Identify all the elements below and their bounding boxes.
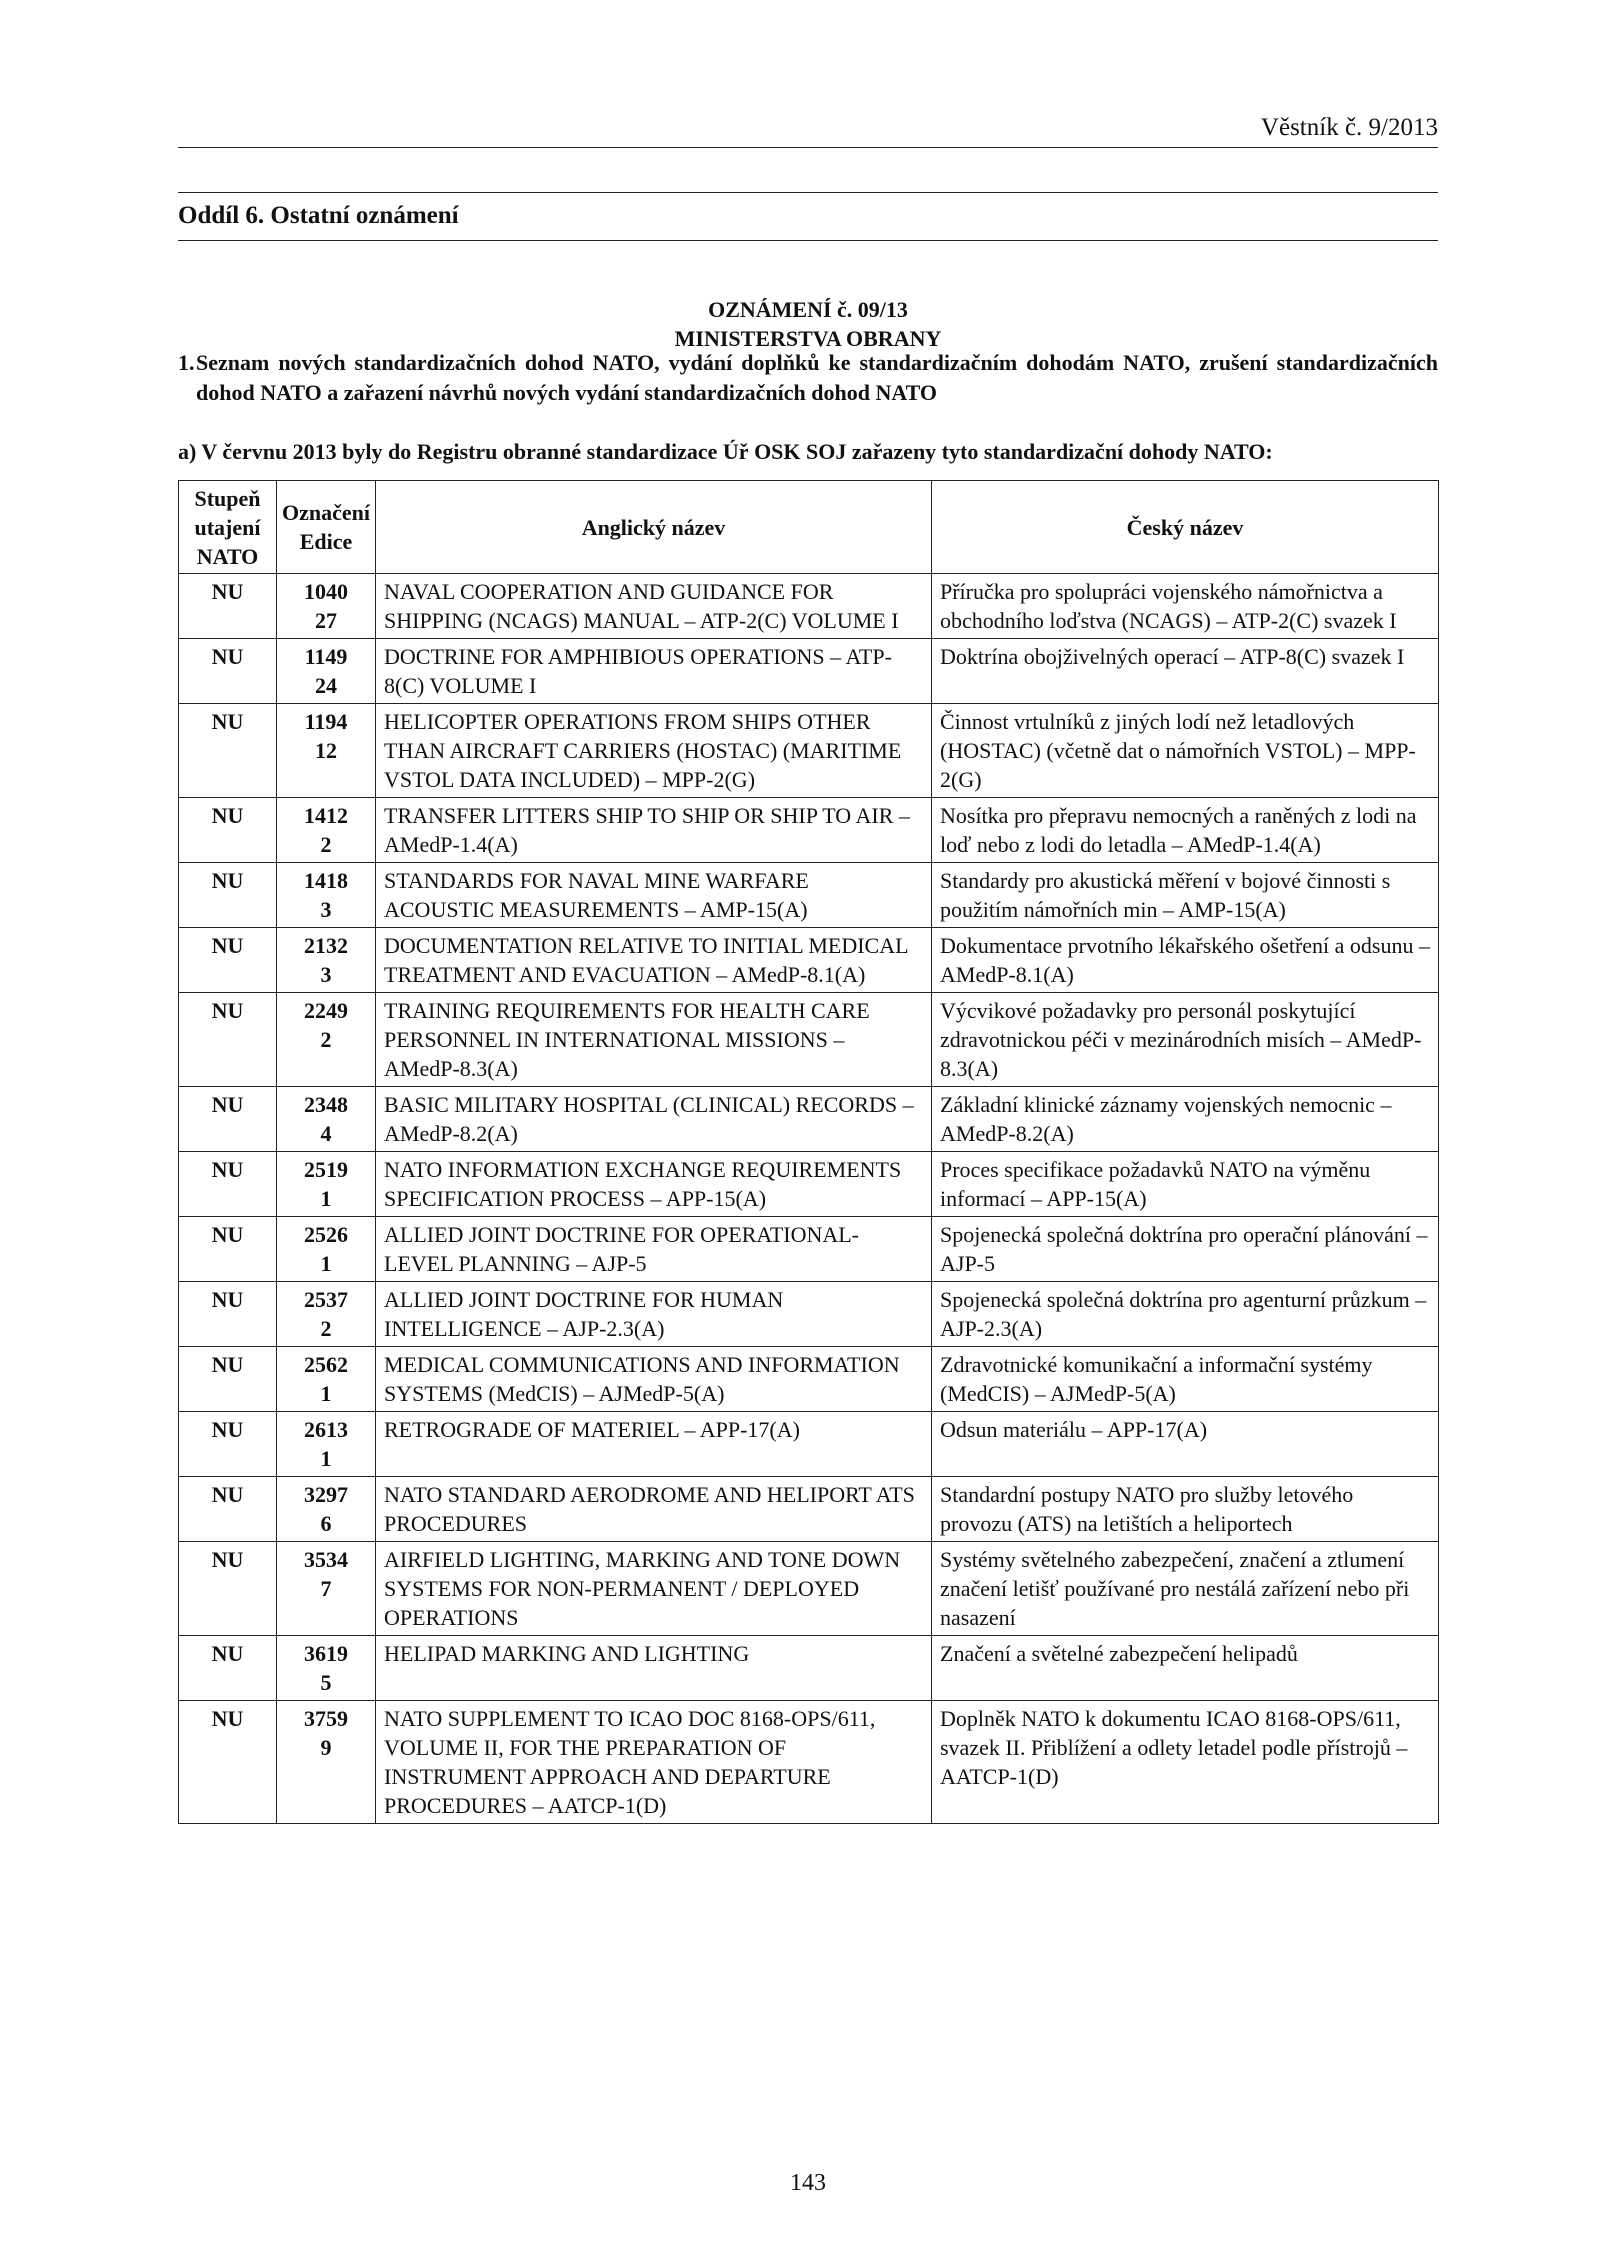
header-rule xyxy=(178,147,1438,148)
edition-number: 1 xyxy=(320,1186,332,1211)
item-1-number: 1. xyxy=(178,350,195,375)
english-name-cell: AIRFIELD LIGHTING, MARKING AND TONE DOWN SYSTEMS FOR NON-PERMANENT / DEPLOYED OPERATIONS xyxy=(376,1542,932,1636)
english-name-cell: TRAINING REQUIREMENTS FOR HEALTH CARE PERSONNEL IN INTERNATIONAL MISSIONS – AMedP-8.3(A) xyxy=(376,993,932,1087)
code-cell xyxy=(277,1217,376,1282)
czech-name-cell: Základní klinické záznamy vojenských nemocnic – AMedP-8.2(A) xyxy=(932,1087,1439,1152)
edition-number: 4 xyxy=(320,1121,332,1146)
code-cell xyxy=(277,574,376,639)
stanag-number: 2613 xyxy=(304,1417,348,1442)
czech-name-cell: Příručka pro spolupráci vojenského námořnictva a obchodního loďstva (NCAGS) – ATP-2(C) svazek I xyxy=(932,574,1439,639)
table-row xyxy=(179,1542,1439,1636)
page-number: 143 xyxy=(790,2170,826,2196)
classification-cell: NU xyxy=(179,1701,277,1824)
section-rule-bottom xyxy=(178,240,1438,241)
czech-name-cell: Doplněk NATO k dokumentu ICAO 8168-OPS/611, svazek II. Přiblížení a odlety letadel podle přístrojů – AATCP-1(D) xyxy=(932,1701,1439,1824)
edition-number: 2 xyxy=(320,832,332,857)
edition-number: 1 xyxy=(320,1251,332,1276)
classification-cell: NU xyxy=(179,1477,277,1542)
classification-cell: NU xyxy=(179,928,277,993)
table-row xyxy=(179,1636,1439,1701)
english-name-cell: NAVAL COOPERATION AND GUIDANCE FOR SHIPPING (NCAGS) MANUAL – ATP-2(C) VOLUME I xyxy=(376,574,932,639)
code-cell xyxy=(277,1542,376,1636)
english-name-cell: TRANSFER LITTERS SHIP TO SHIP OR SHIP TO AIR – AMedP-1.4(A) xyxy=(376,798,932,863)
stanag-number: 2526 xyxy=(304,1222,348,1247)
table-row xyxy=(179,1701,1439,1824)
classification-cell: NU xyxy=(179,574,277,639)
code-cell xyxy=(277,1636,376,1701)
czech-name-cell: Zdravotnické komunikační a informační systémy (MedCIS) – AJMedP-5(A) xyxy=(932,1347,1439,1412)
czech-name-cell: Systémy světelného zabezpečení, značení a ztlumení značení letišť používané pro nestálá zařízení nebo při nasazení xyxy=(932,1542,1439,1636)
header-czech-name: Český název xyxy=(932,481,1439,574)
section-title: Oddíl 6. Ostatní oznámení xyxy=(178,202,459,229)
english-name-cell: DOCUMENTATION RELATIVE TO INITIAL MEDICAL TREATMENT AND EVACUATION – AMedP-8.1(A) xyxy=(376,928,932,993)
czech-name-cell: Dokumentace prvotního lékařského ošetření a odsunu – AMedP-8.1(A) xyxy=(932,928,1439,993)
czech-name-cell: Standardní postupy NATO pro služby letového provozu (ATS) na letištích a heliportech xyxy=(932,1477,1439,1542)
stanag-number: 1418 xyxy=(304,868,348,893)
code-cell xyxy=(277,1152,376,1217)
classification-cell: NU xyxy=(179,1636,277,1701)
code-cell xyxy=(277,1477,376,1542)
english-name-cell: RETROGRADE OF MATERIEL – APP-17(A) xyxy=(376,1412,932,1477)
edition-number: 6 xyxy=(320,1511,332,1536)
edition-number: 2 xyxy=(320,1316,332,1341)
classification-cell: NU xyxy=(179,1347,277,1412)
stanag-number: 1040 xyxy=(304,579,348,604)
edition-number: 12 xyxy=(315,738,337,763)
stanag-number: 2537 xyxy=(304,1287,348,1312)
table-row xyxy=(179,1282,1439,1347)
edition-number: 7 xyxy=(320,1576,332,1601)
table-row xyxy=(179,1477,1439,1542)
czech-name-cell: Standardy pro akustická měření v bojové činnosti s použitím námořních min – AMP-15(A) xyxy=(932,863,1439,928)
stanag-number: 1412 xyxy=(304,803,348,828)
code-cell xyxy=(277,1701,376,1824)
code-cell xyxy=(277,863,376,928)
item-a-text: a) V červnu 2013 byly do Registru obranné standardizace Úř OSK SOJ zařazeny tyto standardizační dohody NATO: xyxy=(178,439,1273,464)
czech-name-cell: Proces specifikace požadavků NATO na výměnu informací – APP-15(A) xyxy=(932,1152,1439,1217)
code-cell xyxy=(277,993,376,1087)
stanag-number: 2519 xyxy=(304,1157,348,1182)
code-cell xyxy=(277,928,376,993)
czech-name-cell: Činnost vrtulníků z jiných lodí než letadlových (HOSTAC) (včetně dat o námořních VSTOL) – MPP-2(G) xyxy=(932,704,1439,798)
table-row xyxy=(179,863,1439,928)
edition-number: 2 xyxy=(320,1027,332,1052)
stanag-number: 3619 xyxy=(304,1641,348,1666)
czech-name-cell: Doktrína obojživelných operací – ATP-8(C) svazek I xyxy=(932,639,1439,704)
code-cell xyxy=(277,639,376,704)
header-classification: Stupeň utajení NATO xyxy=(179,481,277,574)
item-1 xyxy=(178,348,1438,408)
classification-cell: NU xyxy=(179,704,277,798)
table-row xyxy=(179,928,1439,993)
code-cell xyxy=(277,1282,376,1347)
czech-name-cell: Odsun materiálu – APP-17(A) xyxy=(932,1412,1439,1477)
section-rule-top xyxy=(178,192,1438,193)
table-row xyxy=(179,574,1439,639)
notice-title xyxy=(178,295,1438,353)
table-row xyxy=(179,1152,1439,1217)
edition-number: 3 xyxy=(320,962,332,987)
code-cell xyxy=(277,798,376,863)
stanag-number: 2562 xyxy=(304,1352,348,1377)
stanag-number: 2132 xyxy=(304,933,348,958)
table-row xyxy=(179,798,1439,863)
english-name-cell: NATO INFORMATION EXCHANGE REQUIREMENTS SPECIFICATION PROCESS – APP-15(A) xyxy=(376,1152,932,1217)
english-name-cell: MEDICAL COMMUNICATIONS AND INFORMATION SYSTEMS (MedCIS) – AJMedP-5(A) xyxy=(376,1347,932,1412)
english-name-cell: HELICOPTER OPERATIONS FROM SHIPS OTHER THAN AIRCRAFT CARRIERS (HOSTAC) (MARITIME VSTOL DATA INCLUDED) – MPP-2(G) xyxy=(376,704,932,798)
stanag-number: 1149 xyxy=(304,644,348,669)
item-1-text: Seznam nových standardizačních dohod NATO, vydání doplňků ke standardizačním dohodám NATO, zrušení standardizačních dohod NATO a zařazení návrhů nových vydání standardizačních dohod NATO xyxy=(196,350,1438,405)
czech-name-cell: Značení a světelné zabezpečení helipadů xyxy=(932,1636,1439,1701)
english-name-cell: NATO SUPPLEMENT TO ICAO DOC 8168-OPS/611, VOLUME II, FOR THE PREPARATION OF INSTRUMENT APPROACH AND DEPARTURE PROCEDURES – AATCP-1(D) xyxy=(376,1701,932,1824)
table-body xyxy=(179,574,1439,1824)
code-cell xyxy=(277,704,376,798)
header-code: Označení Edice xyxy=(277,481,376,574)
english-name-cell: ALLIED JOINT DOCTRINE FOR HUMAN INTELLIGENCE – AJP-2.3(A) xyxy=(376,1282,932,1347)
edition-number: 3 xyxy=(320,897,332,922)
classification-cell: NU xyxy=(179,1282,277,1347)
classification-cell: NU xyxy=(179,993,277,1087)
czech-name-cell: Spojenecká společná doktrína pro agenturní průzkum – AJP-2.3(A) xyxy=(932,1282,1439,1347)
czech-name-cell: Spojenecká společná doktrína pro operační plánování – AJP-5 xyxy=(932,1217,1439,1282)
czech-name-cell: Nosítka pro přepravu nemocných a raněných z lodi na loď nebo z lodi do letadla – AMedP-1.4(A) xyxy=(932,798,1439,863)
english-name-cell: HELIPAD MARKING AND LIGHTING xyxy=(376,1636,932,1701)
edition-number: 1 xyxy=(320,1381,332,1406)
stanag-number: 3759 xyxy=(304,1706,348,1731)
header-english-name: Anglický název xyxy=(376,481,932,574)
english-name-cell: ALLIED JOINT DOCTRINE FOR OPERATIONAL-LEVEL PLANNING – AJP-5 xyxy=(376,1217,932,1282)
stanag-number: 2249 xyxy=(304,998,348,1023)
stanag-number: 3534 xyxy=(304,1547,348,1572)
code-cell xyxy=(277,1347,376,1412)
english-name-cell: NATO STANDARD AERODROME AND HELIPORT ATS PROCEDURES xyxy=(376,1477,932,1542)
edition-number: 1 xyxy=(320,1446,332,1471)
notice-title-line1: OZNÁMENÍ č. 09/13 xyxy=(708,297,908,322)
standardization-table xyxy=(178,480,1439,1824)
edition-number: 5 xyxy=(320,1670,332,1695)
edition-number: 27 xyxy=(315,608,337,633)
classification-cell: NU xyxy=(179,1542,277,1636)
table-row xyxy=(179,704,1439,798)
czech-name-cell: Výcvikové požadavky pro personál poskytující zdravotnickou péči v mezinárodních misích – AMedP-8.3(A) xyxy=(932,993,1439,1087)
stanag-number: 2348 xyxy=(304,1092,348,1117)
english-name-cell: BASIC MILITARY HOSPITAL (CLINICAL) RECORDS – AMedP-8.2(A) xyxy=(376,1087,932,1152)
table-row xyxy=(179,1217,1439,1282)
table-row xyxy=(179,1347,1439,1412)
classification-cell: NU xyxy=(179,1412,277,1477)
table-header-row xyxy=(179,481,1439,574)
edition-number: 9 xyxy=(320,1735,332,1760)
stanag-number: 3297 xyxy=(304,1482,348,1507)
classification-cell: NU xyxy=(179,798,277,863)
classification-cell: NU xyxy=(179,639,277,704)
table-row xyxy=(179,993,1439,1087)
table-row xyxy=(179,639,1439,704)
table-row xyxy=(179,1087,1439,1152)
classification-cell: NU xyxy=(179,1087,277,1152)
running-head: Věstník č. 9/2013 xyxy=(1260,114,1438,141)
table-row xyxy=(179,1412,1439,1477)
classification-cell: NU xyxy=(179,1152,277,1217)
classification-cell: NU xyxy=(179,863,277,928)
code-cell xyxy=(277,1412,376,1477)
english-name-cell: DOCTRINE FOR AMPHIBIOUS OPERATIONS – ATP-8(C) VOLUME I xyxy=(376,639,932,704)
code-cell xyxy=(277,1087,376,1152)
stanag-number: 1194 xyxy=(304,709,348,734)
english-name-cell: STANDARDS FOR NAVAL MINE WARFARE ACOUSTIC MEASUREMENTS – AMP-15(A) xyxy=(376,863,932,928)
edition-number: 24 xyxy=(315,673,337,698)
notice-title-line2: MINISTERSTVA OBRANY xyxy=(674,326,942,351)
classification-cell: NU xyxy=(179,1217,277,1282)
